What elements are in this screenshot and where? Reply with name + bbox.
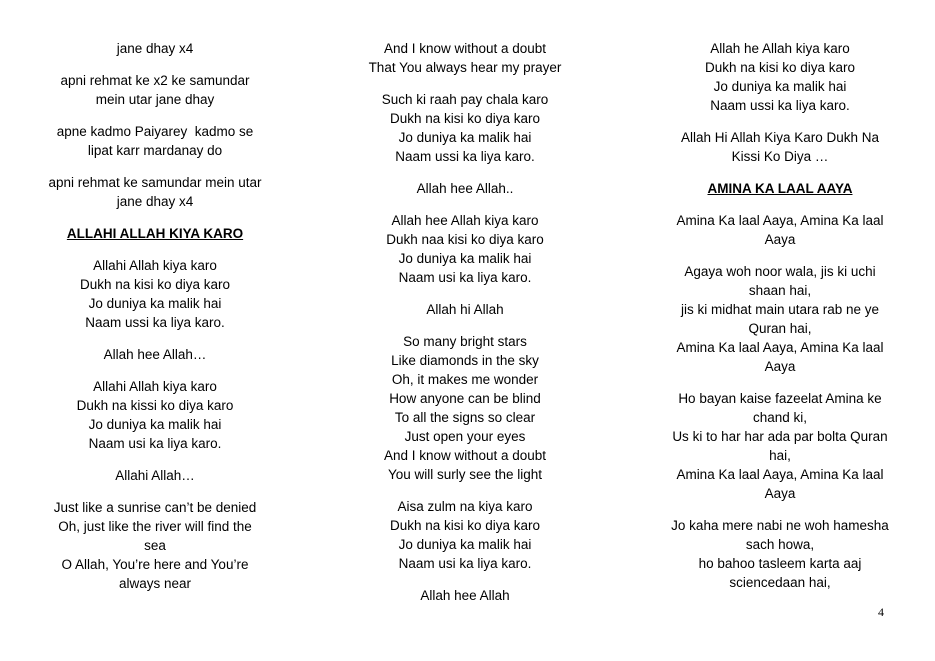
lyric-line: Dukh na kissi ko diya karo [76, 398, 234, 413]
lyric-line: Jo duniya ka malik hai [88, 417, 222, 432]
lyric-line: Just open your eyes [404, 429, 526, 444]
lyric-line: O Allah, You’re here and You’re [61, 557, 249, 572]
lyrics-stanza [346, 179, 584, 198]
lyric-line: Oh, just like the river will find the [58, 519, 252, 534]
lyric-line: Just like a sunrise can’t be denied [53, 500, 257, 515]
lyric-line: sach howa, [745, 537, 815, 552]
lyric-line: Aaya [764, 359, 796, 374]
lyric-line: always near [118, 576, 192, 591]
lyrics-stanza [654, 516, 906, 592]
column-2 [346, 39, 584, 618]
lyric-line: ALLAHI ALLAH KIYA KARO [66, 226, 244, 241]
lyric-line: Jo duniya ka malik hai [88, 296, 222, 311]
lyric-line: Quran hai, [748, 321, 812, 336]
lyric-line: Amina Ka laal Aaya, Amina Ka laal [676, 467, 884, 482]
lyric-line: sciencedaan hai, [729, 575, 831, 590]
lyrics-stanza [36, 256, 274, 332]
lyrics-stanza [346, 90, 584, 166]
lyric-line: Dukh na kisi ko diya karo [79, 277, 231, 292]
lyric-line: apne kadmo Paiyarey kadmo se [56, 124, 254, 139]
lyric-line: Dukh na kisi ko diya karo [389, 518, 541, 533]
section-heading [654, 179, 906, 198]
lyric-line: ho bahoo tasleem karta aaj [698, 556, 862, 571]
lyric-line: Allah hi Allah [426, 302, 504, 317]
lyric-line: sea [144, 538, 166, 553]
lyric-line: mein utar jane dhay [95, 92, 215, 107]
lyric-line: Aaya [764, 486, 796, 501]
lyric-line: lipat karr mardanay do [87, 143, 223, 158]
lyric-line: Allah hee Allah.. [416, 181, 514, 196]
lyric-line: chand ki, [752, 410, 808, 425]
lyric-line: To all the signs so clear [394, 410, 536, 425]
lyric-line: apni rehmat ke x2 ke samundar [60, 73, 250, 88]
lyrics-stanza [36, 39, 274, 58]
lyrics-stanza [654, 39, 906, 115]
lyric-line: AMINA KA LAAL AAYA [707, 181, 853, 196]
lyric-line: jane dhay x4 [116, 41, 194, 56]
lyric-line: shaan hai, [748, 283, 812, 298]
lyric-line: And I know without a doubt [383, 41, 547, 56]
lyric-line: jane dhay x4 [116, 194, 194, 209]
lyric-line: Jo duniya ka malik hai [398, 130, 532, 145]
lyric-line: Naam usi ka liya karo. [398, 556, 532, 571]
section-heading [36, 224, 274, 243]
lyric-line: Dukh na kisi ko diya karo [389, 111, 541, 126]
lyric-line: Amina Ka laal Aaya, Amina Ka laal [676, 340, 884, 355]
lyrics-stanza [654, 211, 906, 249]
column-3 [654, 39, 906, 605]
lyric-line: That You always hear my prayer [368, 60, 562, 75]
lyric-line: Allah hee Allah kiya karo [391, 213, 539, 228]
lyric-line: Naam ussi ka liya karo. [395, 149, 535, 164]
lyric-line: How anyone can be blind [389, 391, 541, 406]
lyric-line: jis ki midhat main utara rab ne ye [680, 302, 880, 317]
lyrics-stanza [36, 71, 274, 109]
lyric-line: Allah hee Allah [420, 588, 510, 603]
page-number: 4 [878, 605, 884, 619]
lyric-line: Allahi Allah… [115, 468, 195, 483]
lyric-line: And I know without a doubt [383, 448, 547, 463]
lyric-line: Jo duniya ka malik hai [398, 251, 532, 266]
lyric-line: Oh, it makes me wonder [391, 372, 539, 387]
lyric-line: Allahi Allah kiya karo [93, 379, 217, 394]
lyric-line: So many bright stars [403, 334, 527, 349]
lyrics-stanza [654, 389, 906, 503]
lyrics-stanza [654, 128, 906, 166]
lyric-line: You will surly see the light [387, 467, 543, 482]
lyric-line: Naam usi ka liya karo. [398, 270, 532, 285]
lyrics-stanza [346, 39, 584, 77]
lyrics-stanza [346, 300, 584, 319]
lyric-line: Allah he Allah kiya karo [710, 41, 850, 56]
lyric-line: Jo duniya ka malik hai [713, 79, 847, 94]
lyric-line: apni rehmat ke samundar mein utar [48, 175, 262, 190]
lyric-line: Amina Ka laal Aaya, Amina Ka laal [676, 213, 884, 228]
lyric-line: Naam ussi ka liya karo. [710, 98, 850, 113]
lyric-line: Like diamonds in the sky [391, 353, 539, 368]
lyrics-stanza [654, 262, 906, 376]
lyrics-stanza [36, 377, 274, 453]
lyric-line: Dukh naa kisi ko diya karo [386, 232, 544, 247]
lyrics-stanza [346, 211, 584, 287]
lyric-line: hai, [769, 448, 791, 463]
lyrics-stanza [36, 122, 274, 160]
lyric-line: Naam usi ka liya karo. [88, 436, 222, 451]
lyrics-stanza [346, 332, 584, 484]
lyric-line: Allah hee Allah… [103, 347, 207, 362]
lyric-line: Such ki raah pay chala karo [381, 92, 549, 107]
lyric-line: Kissi Ko Diya … [731, 149, 829, 164]
lyric-line: Dukh na kisi ko diya karo [704, 60, 856, 75]
lyrics-stanza [36, 466, 274, 485]
lyric-line: Agaya woh noor wala, jis ki uchi [684, 264, 876, 279]
lyric-line: Jo kaha mere nabi ne woh hamesha [671, 518, 889, 533]
lyrics-stanza [36, 345, 274, 364]
lyric-line: Allah Hi Allah Kiya Karo Dukh Na [680, 130, 880, 145]
lyrics-stanza [36, 498, 274, 593]
lyric-line: Jo duniya ka malik hai [398, 537, 532, 552]
lyric-line: Allahi Allah kiya karo [93, 258, 217, 273]
lyric-line: Naam ussi ka liya karo. [85, 315, 225, 330]
lyrics-stanza [346, 497, 584, 573]
lyrics-stanza [36, 173, 274, 211]
lyric-line: Us ki to har har ada par bolta Quran [672, 429, 888, 444]
column-1 [36, 39, 274, 606]
lyric-line: Ho bayan kaise fazeelat Amina ke [678, 391, 882, 406]
lyric-line: Aisa zulm na kiya karo [397, 499, 533, 514]
lyrics-stanza [346, 586, 584, 605]
lyric-line: Aaya [764, 232, 796, 247]
